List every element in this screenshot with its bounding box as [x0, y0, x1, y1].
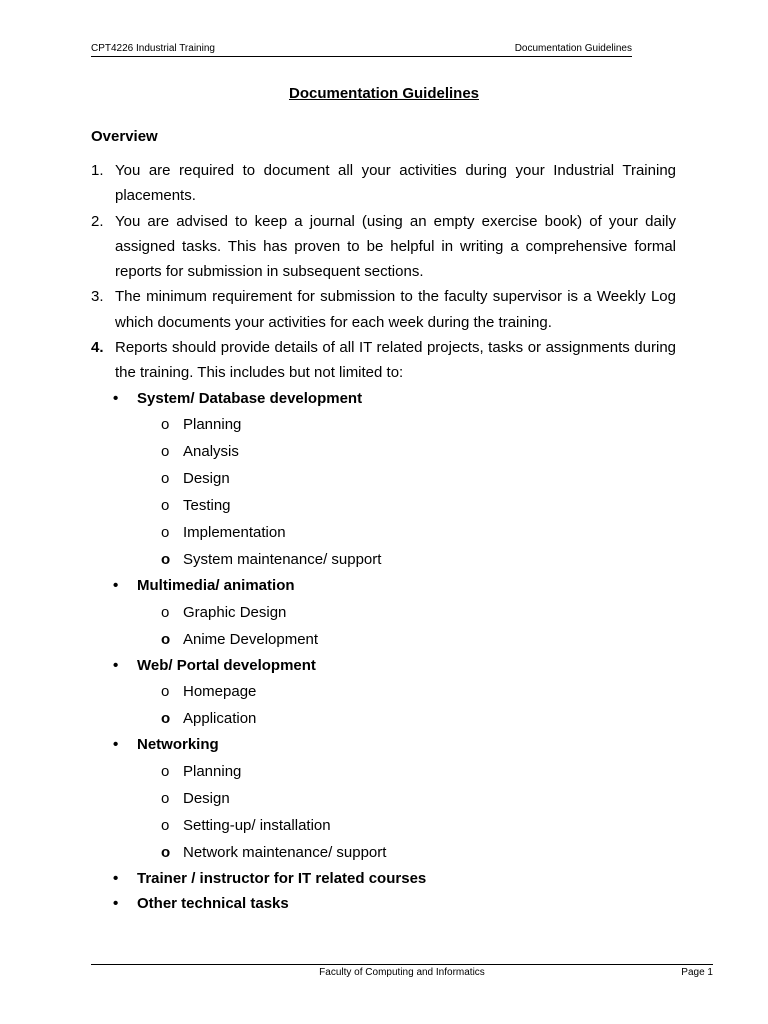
footer-page-number: Page 1 [681, 967, 713, 978]
sub-bullet-label: Setting-up/ installation [183, 816, 331, 834]
page-header [91, 42, 632, 57]
sub-bullet-marker: o [161, 789, 170, 807]
sub-bullet-marker: o [161, 843, 171, 861]
header-course: CPT4226 Industrial Training [91, 43, 215, 54]
bullet-label: System/ Database development [137, 389, 363, 407]
item-text: You are advised to keep a journal (using an empty exercise book) of your daily assigned tasks. This has proven to be helpful in writing a comprehensive formal reports for submission in subsequent sections. [115, 212, 676, 281]
sub-bullet-marker: o [161, 603, 170, 621]
bullet-label: Other technical tasks [137, 895, 289, 913]
sub-bullet-label: Design [183, 789, 230, 807]
bullet-marker: • [113, 656, 119, 674]
bullet-list [91, 386, 676, 917]
sub-bullet-item [91, 546, 676, 573]
sub-bullet-label: Graphic Design [183, 603, 287, 621]
sub-bullet-item [91, 519, 676, 546]
sub-bullet-label: Anime Development [183, 630, 319, 648]
bullet-marker: • [113, 389, 119, 407]
sub-bullet-label: Network maintenance/ support [183, 843, 387, 861]
bullet-label: Trainer / instructor for IT related courses [137, 869, 427, 887]
sub-bullet-item [91, 438, 676, 465]
sub-bullet-label: Application [183, 710, 257, 728]
bullet-marker: • [113, 577, 119, 595]
sub-bullet-item [91, 492, 676, 519]
item-number: 3. [91, 288, 104, 306]
item-number: 4. [91, 339, 104, 357]
sub-bullet-item [91, 599, 676, 626]
sub-bullet-item [91, 812, 676, 839]
sub-bullet-item [91, 411, 676, 438]
sub-bullet-item [91, 785, 676, 812]
sub-bullet-marker: o [161, 524, 170, 542]
bullet-label: Web/ Portal development [137, 656, 316, 674]
sub-bullet-item [91, 626, 676, 653]
sub-bullet-item [91, 678, 676, 705]
sub-bullet-marker: o [161, 630, 171, 648]
item-text: Reports should provide details of all IT related projects, tasks or assignments during the training. This includes but not limited to: [115, 339, 676, 382]
header-doc-title: Documentation Guidelines [514, 43, 632, 54]
bullet-marker: • [113, 869, 119, 887]
bullet-label: Networking [137, 736, 219, 754]
bullet-label: Multimedia/ animation [137, 577, 295, 595]
sub-bullet-label: Homepage [183, 683, 257, 701]
bullet-item [91, 866, 676, 892]
item-text: The minimum requirement for submission to the faculty supervisor is a Weekly Log which documents your activities for each week during the training. [115, 288, 676, 331]
bullet-item [91, 732, 676, 758]
bullet-item [91, 891, 676, 917]
sub-bullet-label: Implementation [183, 524, 286, 542]
item-number: 2. [91, 212, 104, 230]
sub-bullet-marker: o [161, 497, 170, 515]
footer-faculty: Faculty of Computing and Informatics [319, 967, 485, 978]
item-number: 1. [91, 162, 104, 179]
sub-bullet-marker: o [161, 551, 171, 569]
sub-bullet-marker: o [161, 762, 170, 780]
sub-bullet-marker: o [161, 443, 170, 461]
sub-bullet-label: Planning [183, 416, 242, 434]
sub-bullet-label: Planning [183, 762, 242, 780]
sub-bullet-item [91, 465, 676, 492]
numbered-list [91, 158, 676, 917]
list-item [91, 209, 676, 285]
sub-bullet-marker: o [161, 816, 170, 834]
document-title: Documentation Guidelines [288, 85, 480, 102]
sub-bullet-label: Testing [183, 497, 231, 515]
sub-bullet-label: Design [183, 470, 230, 488]
sub-bullet-marker: o [161, 710, 171, 728]
sub-bullet-item [91, 758, 676, 785]
list-item [91, 284, 676, 335]
list-item [91, 335, 676, 386]
bullet-marker: • [113, 895, 119, 913]
sub-bullet-marker: o [161, 416, 170, 434]
sub-bullet-item [91, 839, 676, 866]
item-text: You are required to document all your activities during your Industrial Training placements. [115, 162, 676, 205]
sub-bullet-item [91, 705, 676, 732]
bullet-marker: • [113, 736, 119, 754]
bullet-item [91, 386, 676, 412]
sub-bullet-marker: o [161, 683, 170, 701]
sub-bullet-label: System maintenance/ support [183, 551, 382, 569]
sub-bullet-label: Analysis [183, 443, 239, 461]
list-item [91, 158, 676, 209]
bullet-item [91, 573, 676, 599]
footer-divider [91, 964, 713, 965]
sub-bullet-marker: o [161, 470, 170, 488]
bullet-item [91, 653, 676, 679]
overview-heading: Overview [91, 128, 158, 145]
